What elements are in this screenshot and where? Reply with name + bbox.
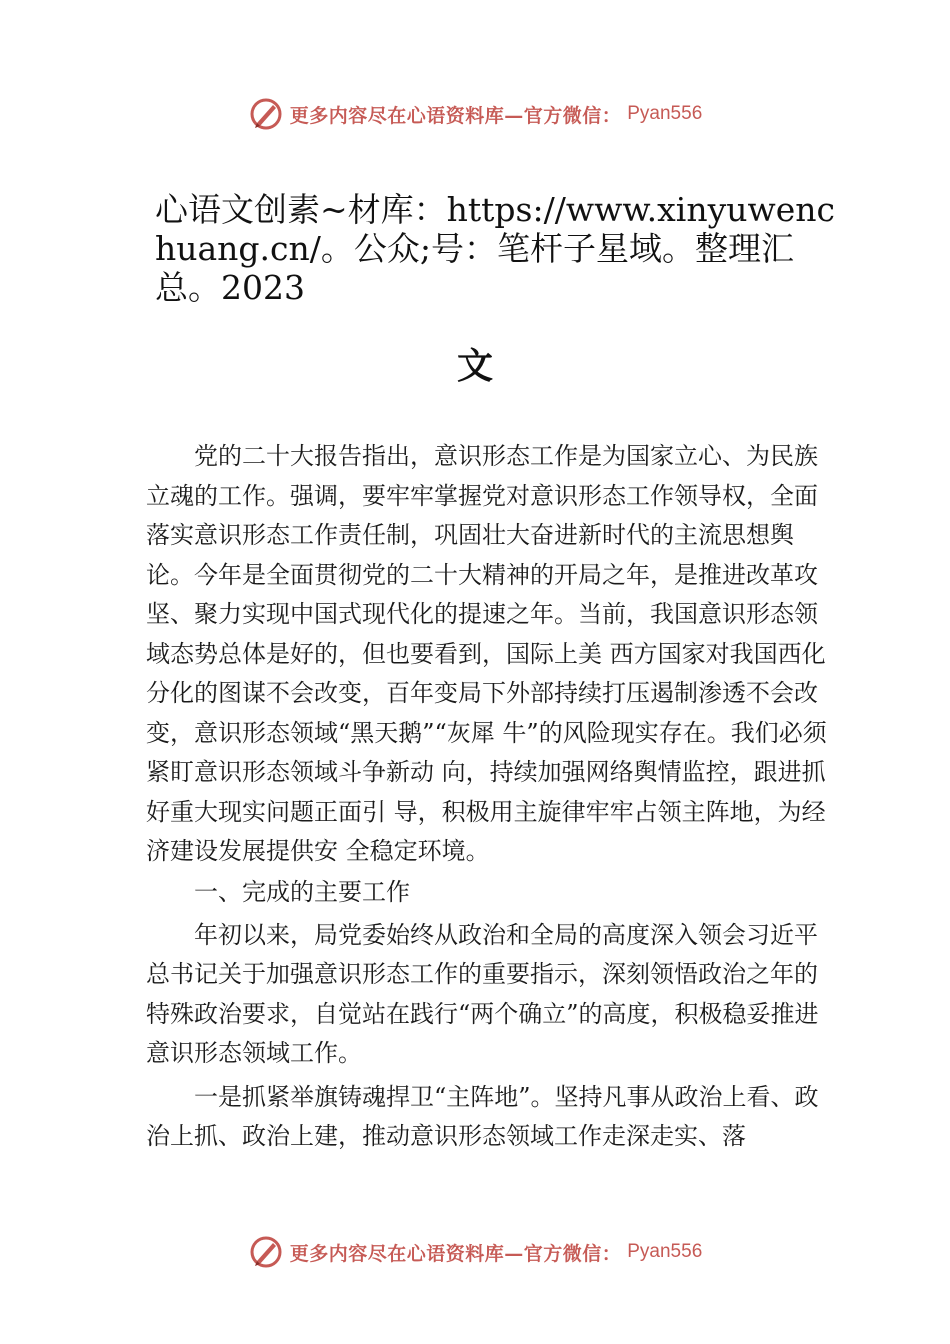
- document-body: [146, 437, 836, 1157]
- banner-text: 更多内容尽在心语资料库—官方微信：: [289, 104, 622, 127]
- paragraph-work-summary: 年初以来，局党委始终从政治和全局的高度深入领会习近平总书记关于加强意识形态工作的重要指示，深刻领悟政治之年的特殊政治要求，自觉站在践行“两个确立”的高度，积极稳妥推进意识形态领域工作。: [146, 920, 819, 1067]
- paragraph-intro: 党的二十大报告指出，意识形态工作是为国家立心、为民族立魂的工作。强调，要牢牢掌握党对意识形态工作领导权，全面落实意识形态工作责任制，巩固壮大奋进新时代的主流思想舆论。今年是全面贯彻党的二十大精神的开局之年，是推进改革攻坚、聚力实现中国式现代化的提速之年。当前，我国意识形态领域态势总体是好的，但也要看到，国际上美 西方国家对我国西化分化的图谋不会改变，百年变局下外部持续打压遏制渗透不会改变，意识形态领域“黑天鹅”“灰犀 牛”的风险现实存在。我们必须紧盯意识形态领域斗争新动 向，持续加强网络舆情监控，跟进抓好重大现实问题正面引 导，积极用主旋律牢牢占领主阵地，为经济建设发展提供安 全稳定环境。: [146, 442, 827, 865]
- pen-logo-icon: [248, 1234, 284, 1270]
- watermark-banner-bottom: [0, 1232, 950, 1272]
- banner-text: 更多内容尽在心语资料库—官方微信：: [289, 1242, 622, 1265]
- paragraph-point-one: 一是抓紧举旗铸魂捍卫“主阵地”。坚持凡事从政治上看、政治上抓、政治上建，推动意识形态领域工作走深走实、落: [146, 1082, 819, 1150]
- document-title-char: 文: [456, 345, 493, 387]
- banner-wechat-id: Pyan556: [627, 1241, 703, 1262]
- pen-logo-icon: [248, 96, 284, 132]
- banner-wechat-id: Pyan556: [627, 103, 703, 124]
- watermark-banner-top: [0, 94, 950, 134]
- section-heading: 一、完成的主要工作: [194, 877, 410, 906]
- header-line: 心语文创素~材库：https://www.xinyuwenchuang.cn/。公众;号：笔杆子星域。整理汇总。2023: [155, 190, 835, 307]
